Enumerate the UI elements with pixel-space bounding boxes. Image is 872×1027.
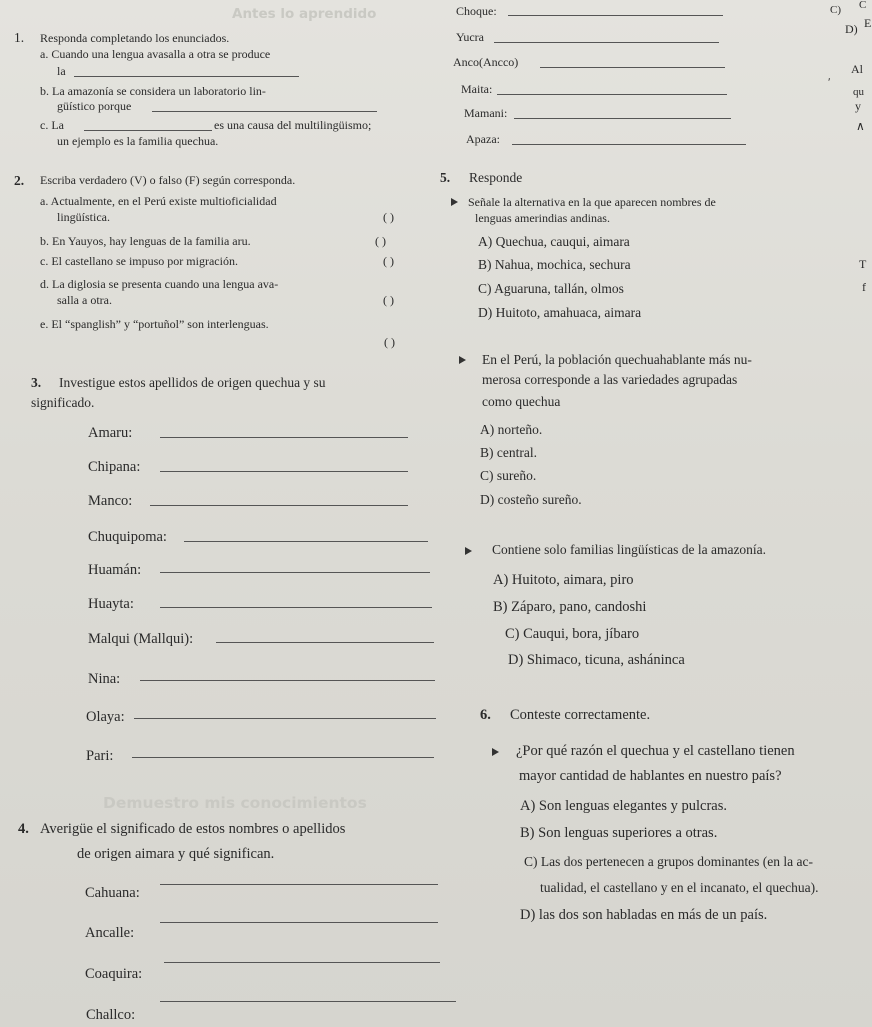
q2-number: 2. <box>14 173 25 188</box>
edge-fragment: y <box>855 99 861 113</box>
q4-prompt-line1: Averigüe el significado de estos nombres o apellidos <box>40 821 346 837</box>
q5-number: 5. <box>440 170 451 185</box>
q3-answer-line[interactable] <box>150 505 408 506</box>
q3-name-label: Chuquipoma: <box>88 529 167 545</box>
q1-number: 1. <box>14 30 25 45</box>
q4-answer-line[interactable] <box>160 1001 456 1002</box>
q1-b-line2: güístico porque <box>57 99 132 113</box>
surname-label: Mamani: <box>464 106 508 120</box>
q3-name-label: Olaya: <box>86 709 125 725</box>
q5-title: Responde <box>469 170 523 185</box>
q1-c-line1-end: es una causa del multilingüismo; <box>214 118 372 132</box>
q5-item2-option[interactable]: D) costeño sureño. <box>480 492 582 507</box>
bullet-arrow-icon <box>492 748 499 756</box>
q6-option[interactable]: D) las dos son habladas en más de un país. <box>520 907 768 923</box>
q6-title: Conteste correctamente. <box>510 707 651 723</box>
q4-name-label: Ancalle: <box>85 925 135 941</box>
q5-item1-option[interactable]: B) Nahua, mochica, sechura <box>478 257 631 272</box>
surname-label: Maita: <box>461 82 493 96</box>
q3-answer-line[interactable] <box>160 607 432 608</box>
q4-name-label: Coaquira: <box>85 966 143 982</box>
q3-number: 3. <box>31 375 42 390</box>
q3-name-label: Malqui (Mallqui): <box>88 631 194 647</box>
surname-label: Anco(Ancco) <box>453 55 519 69</box>
q2-c-paren[interactable]: ( ) <box>383 254 394 268</box>
q5-item3-option[interactable]: A) Huitoto, aimara, piro <box>493 572 634 588</box>
q3-answer-line[interactable] <box>160 572 430 573</box>
q4-answer-line[interactable] <box>160 922 438 923</box>
q2-e: e. El “spanglish” y “portuñol” son interlenguas. <box>40 317 269 331</box>
q5-item2-option[interactable]: B) central. <box>480 445 537 460</box>
q2-a-paren[interactable]: ( ) <box>383 210 394 224</box>
surname-answer-line[interactable] <box>512 144 746 145</box>
q4-answer-line[interactable] <box>160 884 438 885</box>
q1-a-line1: a. Cuando una lengua avasalla a otra se produce <box>40 47 271 61</box>
q1-a-answer-line[interactable] <box>74 76 299 77</box>
edge-fragment: ∧ <box>856 119 865 133</box>
q3-prompt-line1: Investigue estos apellidos de origen quechua y su <box>59 375 326 390</box>
q4-prompt-line2: de origen aimara y qué significan. <box>77 846 275 862</box>
q3-name-label: Huayta: <box>88 596 134 612</box>
q3-answer-line[interactable] <box>160 437 408 438</box>
edge-fragment: qu <box>853 86 864 98</box>
q1-prompt: Responda completando los enunciados. <box>40 31 230 45</box>
edge-fragment: C <box>859 0 867 11</box>
surname-label: Yucra <box>456 30 484 44</box>
q6-option[interactable]: A) Son lenguas elegantes y pulcras. <box>520 798 727 814</box>
q3-name-label: Manco: <box>88 493 133 509</box>
q4-number: 4. <box>18 821 29 837</box>
edge-fragment: D) <box>845 22 858 36</box>
surname-answer-line[interactable] <box>494 42 719 43</box>
surname-answer-line[interactable] <box>514 118 731 119</box>
faded-section-header: Antes lo aprendido <box>232 6 377 22</box>
q1-c-line1-start: c. La <box>40 118 64 132</box>
bullet-arrow-icon <box>459 356 466 364</box>
surname-label: Apaza: <box>466 132 500 146</box>
q3-answer-line[interactable] <box>160 471 408 472</box>
q5-item3-option[interactable]: D) Shimaco, ticuna, asháninca <box>508 652 685 668</box>
q3-prompt-line2: significado. <box>31 395 95 410</box>
q1-a-line2: la <box>57 64 66 78</box>
q2-a-line1: a. Actualmente, en el Perú existe multioficialidad <box>40 194 277 208</box>
edge-fragment: C) <box>830 4 841 16</box>
q4-name-label: Cahuana: <box>85 885 140 901</box>
q2-e-paren[interactable]: ( ) <box>384 335 395 349</box>
q1-b-line1: b. La amazonía se considera un laboratorio lin- <box>40 84 266 98</box>
q6-option[interactable]: C) Las dos pertenecen a grupos dominantes (en la ac- <box>524 854 814 869</box>
faded-section-banner: Demuestro mis conocimientos <box>103 794 367 812</box>
q3-answer-line[interactable] <box>132 757 434 758</box>
q5-item2-stem-line1: En el Perú, la población quechuahablante más nu- <box>482 352 752 367</box>
surname-answer-line[interactable] <box>497 94 727 95</box>
surname-label: Choque: <box>456 4 497 18</box>
edge-fragment: f <box>862 280 866 294</box>
q2-b: b. En Yauyos, hay lenguas de la familia aru. <box>40 234 251 248</box>
q5-item2-option[interactable]: A) norteño. <box>480 422 543 437</box>
q5-item1-option[interactable]: D) Huitoto, amahuaca, aimara <box>478 305 642 320</box>
q2-d-line2: salla a otra. <box>57 293 112 307</box>
q5-item1-option[interactable]: A) Quechua, cauqui, aimara <box>478 234 630 249</box>
q1-b-answer-line[interactable] <box>152 111 377 112</box>
q3-answer-line[interactable] <box>184 541 428 542</box>
q5-item1-stem-line1: Señale la alternativa en la que aparecen nombres de <box>468 195 716 209</box>
q3-name-label: Nina: <box>88 671 121 687</box>
q2-prompt: Escriba verdadero (V) o falso (F) según corresponda. <box>40 173 296 187</box>
q3-name-label: Huamán: <box>88 562 142 578</box>
q2-a-line2: lingüística. <box>57 210 110 224</box>
q6-option-continuation: tualidad, el castellano y en el incanato, el quechua). <box>540 880 819 895</box>
surname-answer-line[interactable] <box>508 15 723 16</box>
q6-stem-line1: ¿Por qué razón el quechua y el castellano tienen <box>516 743 795 759</box>
q4-name-label: Challco: <box>86 1007 136 1023</box>
q5-item1-option[interactable]: C) Aguaruna, tallán, olmos <box>478 281 624 296</box>
q5-item2-option[interactable]: C) sureño. <box>480 468 537 483</box>
edge-fragment: Al <box>851 62 863 76</box>
q3-name-label: Amaru: <box>88 425 133 441</box>
q1-c-answer-line[interactable] <box>84 130 212 131</box>
q2-c: c. El castellano se impuso por migración. <box>40 254 238 268</box>
q3-answer-line[interactable] <box>140 680 435 681</box>
edge-fragment: ʹ <box>828 75 831 89</box>
q2-d-line1: d. La diglosia se presenta cuando una lengua ava- <box>40 277 279 291</box>
q5-item2-stem-line2: merosa corresponde a las variedades agrupadas <box>482 372 738 387</box>
edge-fragment: T <box>859 257 867 271</box>
q3-name-label: Pari: <box>86 748 114 764</box>
q5-item3-stem: Contiene solo familias lingüísticas de la amazonía. <box>492 542 767 557</box>
q5-item3-option[interactable]: C) Cauqui, bora, jíbaro <box>505 626 640 642</box>
q6-number: 6. <box>480 707 491 723</box>
bullet-arrow-icon <box>465 547 472 555</box>
q3-name-label: Chipana: <box>88 459 141 475</box>
q5-item1-stem-line2: lenguas amerindias andinas. <box>475 211 610 225</box>
q5-item3-option[interactable]: B) Záparo, pano, candoshi <box>493 599 647 615</box>
q4-answer-line[interactable] <box>164 962 440 963</box>
q5-item2-stem-line3: como quechua <box>482 394 561 409</box>
q6-stem-line2: mayor cantidad de hablantes en nuestro país? <box>519 768 782 784</box>
edge-fragment: E <box>864 16 872 30</box>
q3-answer-line[interactable] <box>134 718 436 719</box>
q6-option[interactable]: B) Son lenguas superiores a otras. <box>520 825 718 841</box>
surname-answer-line[interactable] <box>540 67 725 68</box>
q2-d-paren[interactable]: ( ) <box>383 293 394 307</box>
q3-answer-line[interactable] <box>216 642 434 643</box>
bullet-arrow-icon <box>451 198 458 206</box>
q1-c-line2: un ejemplo es la familia quechua. <box>57 134 219 148</box>
q2-b-paren[interactable]: ( ) <box>375 234 386 248</box>
